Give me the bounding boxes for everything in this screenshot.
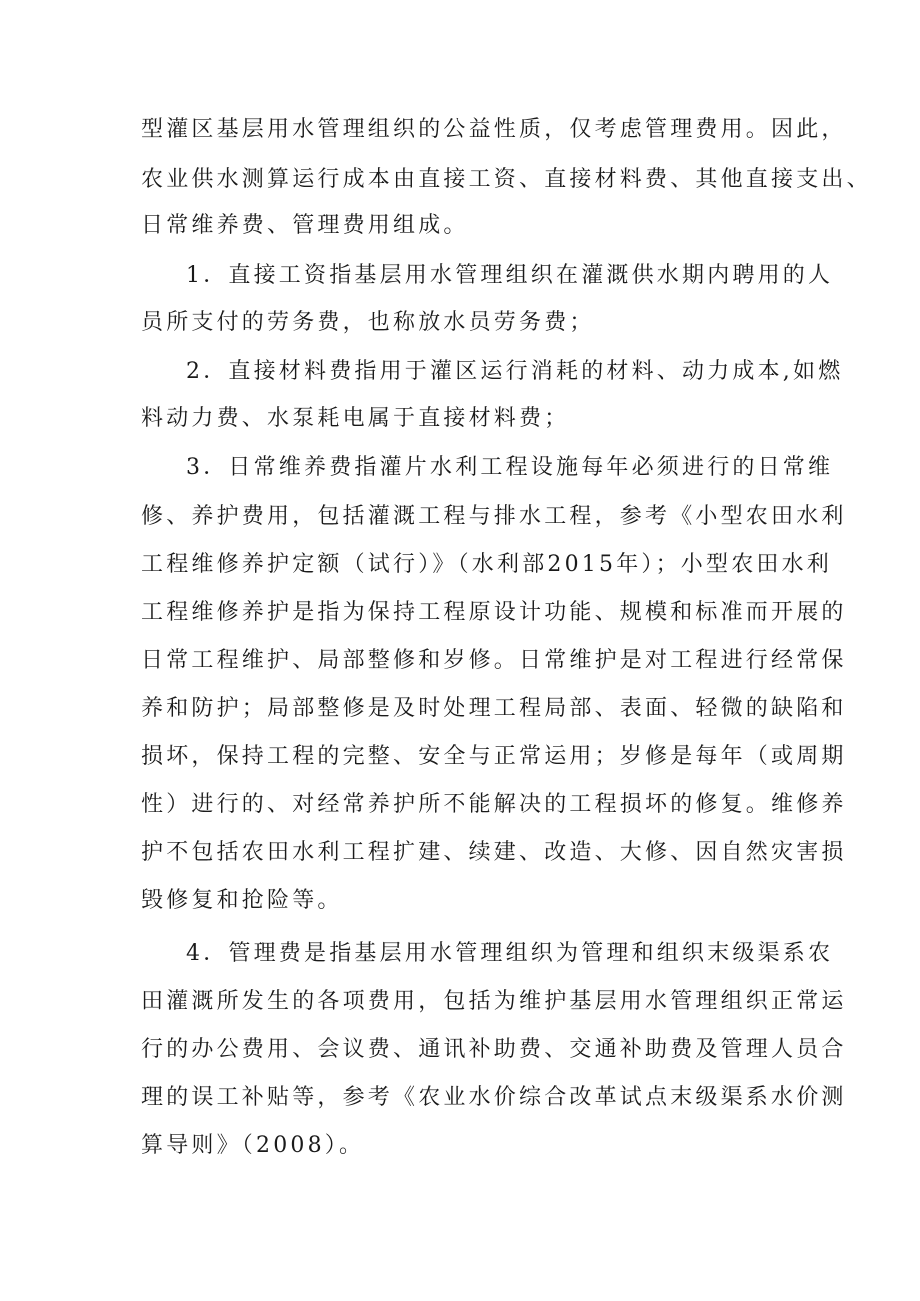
paragraph-line: 型灌区基层用水管理组织的公益性质，仅考虑管理费用。因此， xyxy=(141,117,847,142)
paragraph-line: 毁修复和抢险等。 xyxy=(141,888,343,913)
paragraph-line: 护不包括农田水利工程扩建、续建、改造、大修、因自然灾害损 xyxy=(141,840,847,865)
paragraph-line: 工程维修养护定额（试行）》（水利部2015年）；小型农田水利 xyxy=(141,552,832,577)
paragraph-line: 理的误工补贴等，参考《农业水价综合改革试点末级渠系水价测 xyxy=(141,1085,847,1110)
paragraph-line: 农业供水测算运行成本由直接工资、直接材料费、其他直接支出、 xyxy=(141,167,872,192)
paragraph-line: 行的办公费用、会议费、通讯补助费、交通补助费及管理人员合 xyxy=(141,1037,847,1062)
paragraph-line: 2．直接材料费指用于灌区运行消耗的材料、动力成本,如燃 xyxy=(186,359,844,384)
paragraph-line: 养和防护；局部整修是及时处理工程局部、表面、轻微的缺陷和 xyxy=(141,696,847,721)
paragraph-line: 工程维修养护是指为保持工程原设计功能、规模和标准而开展的 xyxy=(141,600,847,625)
paragraph-line: 4．管理费是指基层用水管理组织为管理和组织末级渠系农 xyxy=(186,941,834,966)
paragraph-line: 修、养护费用，包括灌溉工程与排水工程，参考《小型农田水利 xyxy=(141,504,847,529)
paragraph-line: 料动力费、水泵耗电属于直接材料费； xyxy=(141,406,570,431)
paragraph-line: 日常工程维护、局部整修和岁修。日常维护是对工程进行经常保 xyxy=(141,648,847,673)
paragraph-line: 田灌溉所发生的各项费用，包括为维护基层用水管理组织正常运 xyxy=(141,989,847,1014)
paragraph-line: 算导则》（2008）。 xyxy=(141,1133,365,1158)
paragraph-line: 3．日常维养费指灌片水利工程设施每年必须进行的日常维 xyxy=(186,455,834,480)
paragraph-line: 日常维养费、管理费用组成。 xyxy=(141,213,469,238)
paragraph-line: 1．直接工资指基层用水管理组织在灌溉供水期内聘用的人 xyxy=(186,263,834,288)
paragraph-line: 性）进行的、对经常养护所不能解决的工程损坏的修复。维修养 xyxy=(141,792,847,817)
paragraph-line: 员所支付的劳务费，也称放水员劳务费； xyxy=(141,310,595,335)
paragraph-line: 损坏，保持工程的完整、安全与正常运用；岁修是每年（或周期 xyxy=(141,744,847,769)
